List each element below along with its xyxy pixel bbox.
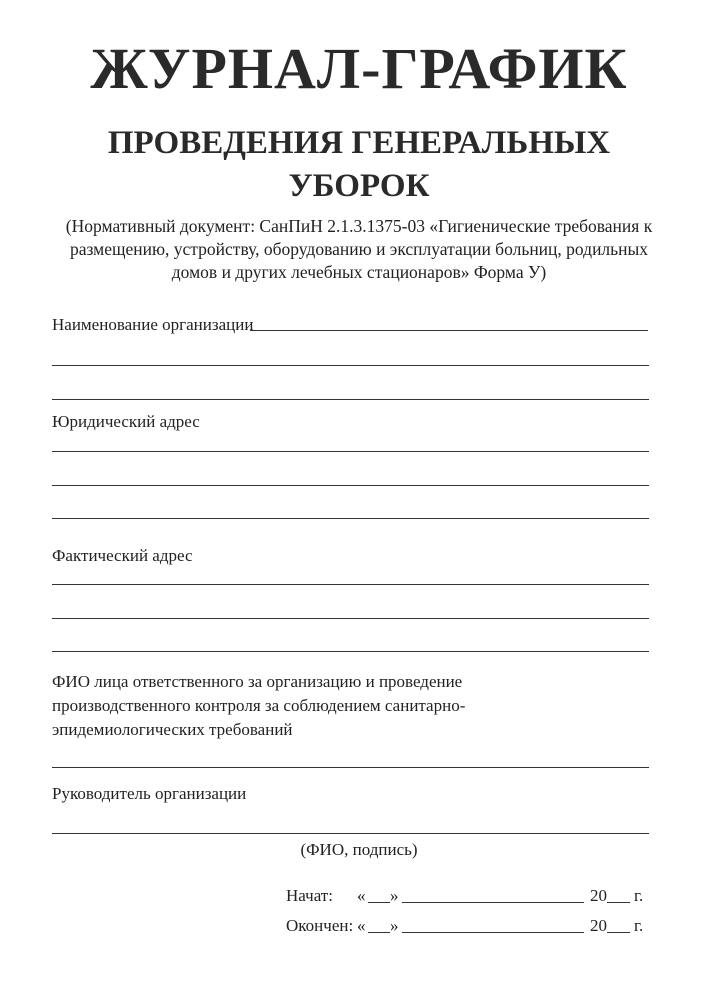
end-date-label: Окончен:: [286, 916, 354, 935]
end-year-suffix: г.: [634, 916, 644, 935]
end-open-quote: «: [357, 916, 366, 935]
end-day-field[interactable]: [368, 932, 390, 933]
document-subtitle-line2: УБОРОК: [288, 168, 430, 204]
end-year-prefix: 20: [590, 916, 607, 935]
legal-address-field-line-3[interactable]: [52, 518, 649, 519]
normative-reference: (Нормативный документ: СанПиН 2.1.3.1375-03 «Гигиенические требования к размещению, устройству, оборудованию и эксплуатации больниц, родильных домов и других лечебных стационаров» Форма У): [65, 216, 653, 282]
actual-address-label: Фактический адрес: [52, 546, 193, 565]
end-month-field[interactable]: [402, 932, 584, 933]
start-year-field[interactable]: [607, 902, 630, 903]
manager-field-line[interactable]: [52, 833, 649, 834]
legal-address-field-line-2[interactable]: [52, 485, 649, 486]
fio-signature-hint: (ФИО, подпись): [300, 840, 418, 859]
start-day-field[interactable]: [368, 902, 390, 903]
actual-address-field-line-3[interactable]: [52, 651, 649, 652]
start-date-label: Начат:: [286, 886, 333, 905]
start-open-quote: «: [357, 886, 366, 905]
start-year-suffix: г.: [634, 886, 644, 905]
start-month-field[interactable]: [402, 902, 584, 903]
responsible-person-label: ФИО лица ответственного за организацию и проведение производственного контроля за соблюдением санитарно-эпидемиологических требований: [52, 672, 466, 739]
org-name-field-line-1[interactable]: [250, 330, 648, 331]
end-close-quote: »: [390, 916, 399, 935]
legal-address-field-line-1[interactable]: [52, 451, 649, 452]
org-name-field-line-3[interactable]: [52, 399, 649, 400]
responsible-person-field-line[interactable]: [52, 767, 649, 768]
start-year-prefix: 20: [590, 886, 607, 905]
org-name-field-line-2[interactable]: [52, 365, 649, 366]
manager-label: Руководитель организации: [52, 784, 247, 803]
start-close-quote: »: [390, 886, 399, 905]
document-subtitle-line1: ПРОВЕДЕНИЯ ГЕНЕРАЛЬНЫХ: [107, 125, 611, 161]
actual-address-field-line-1[interactable]: [52, 584, 649, 585]
org-name-label: Наименование организации: [52, 315, 254, 334]
legal-address-label: Юридический адрес: [52, 412, 200, 431]
document-title: ЖУРНАЛ-ГРАФИК: [90, 36, 628, 101]
actual-address-field-line-2[interactable]: [52, 618, 649, 619]
end-year-field[interactable]: [607, 932, 630, 933]
